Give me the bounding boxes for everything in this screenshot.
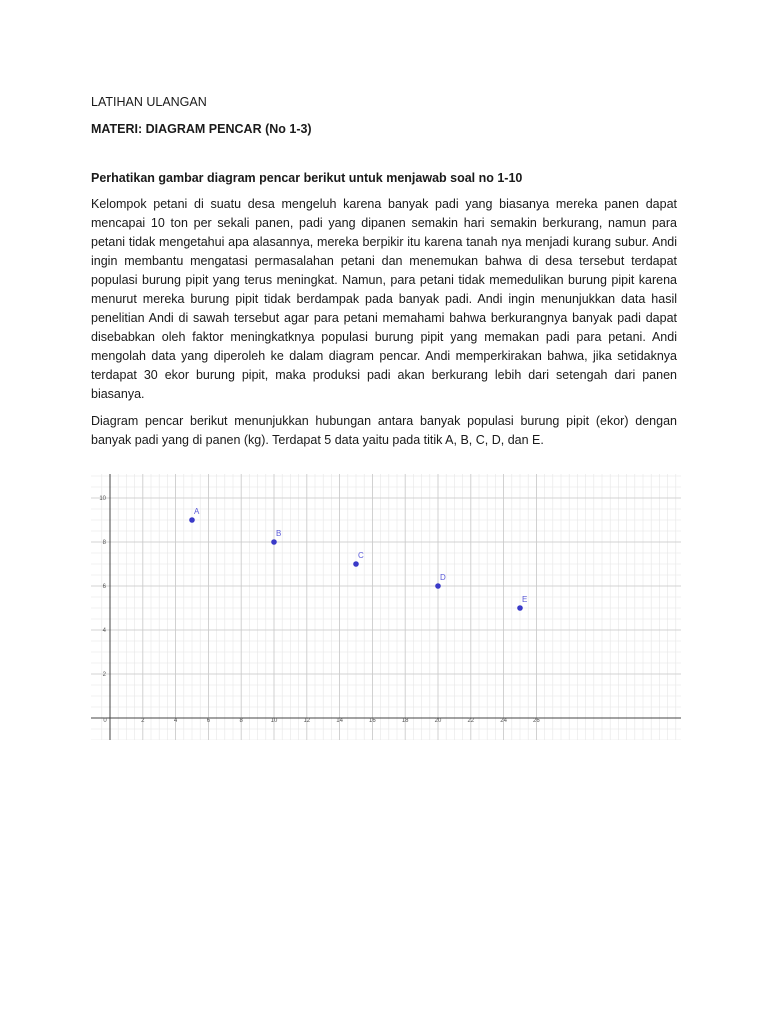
y-tick-label: 2 bbox=[102, 672, 106, 678]
paragraph-story: Kelompok petani di suatu desa mengeluh karena banyak padi yang biasanya mereka panen dapat mencapai 10 ton per sekali panen, padi yang dipanen semakin hari semakin berkurang, namun para petani tidak mengetahui apa alasannya, mereka berpikir itu karena tanah nya menjadi kurang subur. Andi ingin membantu mengatasi permasalahan petani dan menemukan bahwa di desa tersebut terdapat populasi burung pipit yang terus meningkat. Namun, para petani tidak memedulikan burung pipit karena menurut mereka burung pipit tidak berdampak pada banyak padi. Andi ingin menunjukkan data hasil penelitian Andi di sawah tersebut agar para petani memahami bahwa berkurangnya banyak padi dapat disebabkan oleh faktor meningkatknya populasi burung pipit yang memakan padi para petani. Andi mengolah data yang diperoleh ke dalam diagram pencar. Andi memperkirakan bahwa, jika setidaknya terdapat 30 ekor burung pipit, maka produksi padi akan berkurang lebih dari setengah dari panen biasanya. bbox=[91, 197, 677, 401]
x-tick-label: 20 bbox=[434, 718, 442, 724]
y-tick-label: 4 bbox=[102, 628, 106, 634]
x-tick-label: 8 bbox=[239, 718, 243, 724]
point-label-a: A bbox=[194, 507, 200, 516]
x-tick-label: 24 bbox=[500, 718, 507, 724]
scatter-chart bbox=[91, 474, 681, 740]
instruction-text: Perhatikan gambar diagram pencar berikut untuk menjawab soal no 1-10 bbox=[91, 171, 523, 185]
y-tick-label: 8 bbox=[102, 540, 106, 546]
x-tick-label: 2 bbox=[141, 718, 145, 724]
document-body bbox=[91, 93, 677, 458]
y-tick-label: 10 bbox=[99, 496, 106, 502]
x-tick-label: 10 bbox=[270, 718, 278, 724]
data-point-d bbox=[435, 583, 441, 589]
paragraph-chart-intro: Diagram pencar berikut menunjukkan hubungan antara banyak populasi burung pipit (ekor) dengan banyak padi yang di panen (kg). Terdapat 5 data yaitu pada titik A, B, C, D, dan E. bbox=[91, 414, 677, 447]
x-tick-label: 12 bbox=[303, 718, 311, 724]
point-label-c: C bbox=[358, 551, 364, 560]
data-point-e bbox=[517, 605, 523, 611]
x-tick-label: 0 bbox=[103, 718, 107, 724]
x-tick-label: 16 bbox=[369, 718, 376, 724]
point-label-d: D bbox=[440, 573, 446, 582]
data-point-b bbox=[271, 539, 277, 545]
x-tick-label: 6 bbox=[206, 718, 211, 724]
x-tick-label: 22 bbox=[467, 718, 475, 724]
document-title: LATIHAN ULANGAN bbox=[91, 95, 207, 109]
scatter-plot-svg bbox=[91, 474, 681, 740]
data-point-c bbox=[353, 561, 359, 567]
point-label-b: B bbox=[276, 529, 282, 538]
x-tick-label: 26 bbox=[533, 718, 540, 724]
point-label-e: E bbox=[522, 595, 528, 604]
x-tick-label: 18 bbox=[401, 718, 409, 724]
x-tick-label: 4 bbox=[173, 718, 178, 724]
document-subtitle: MATERI: DIAGRAM PENCAR (No 1-3) bbox=[91, 122, 312, 136]
y-tick-label: 6 bbox=[102, 584, 106, 590]
data-point-a bbox=[189, 517, 195, 523]
x-tick-label: 14 bbox=[336, 718, 343, 724]
